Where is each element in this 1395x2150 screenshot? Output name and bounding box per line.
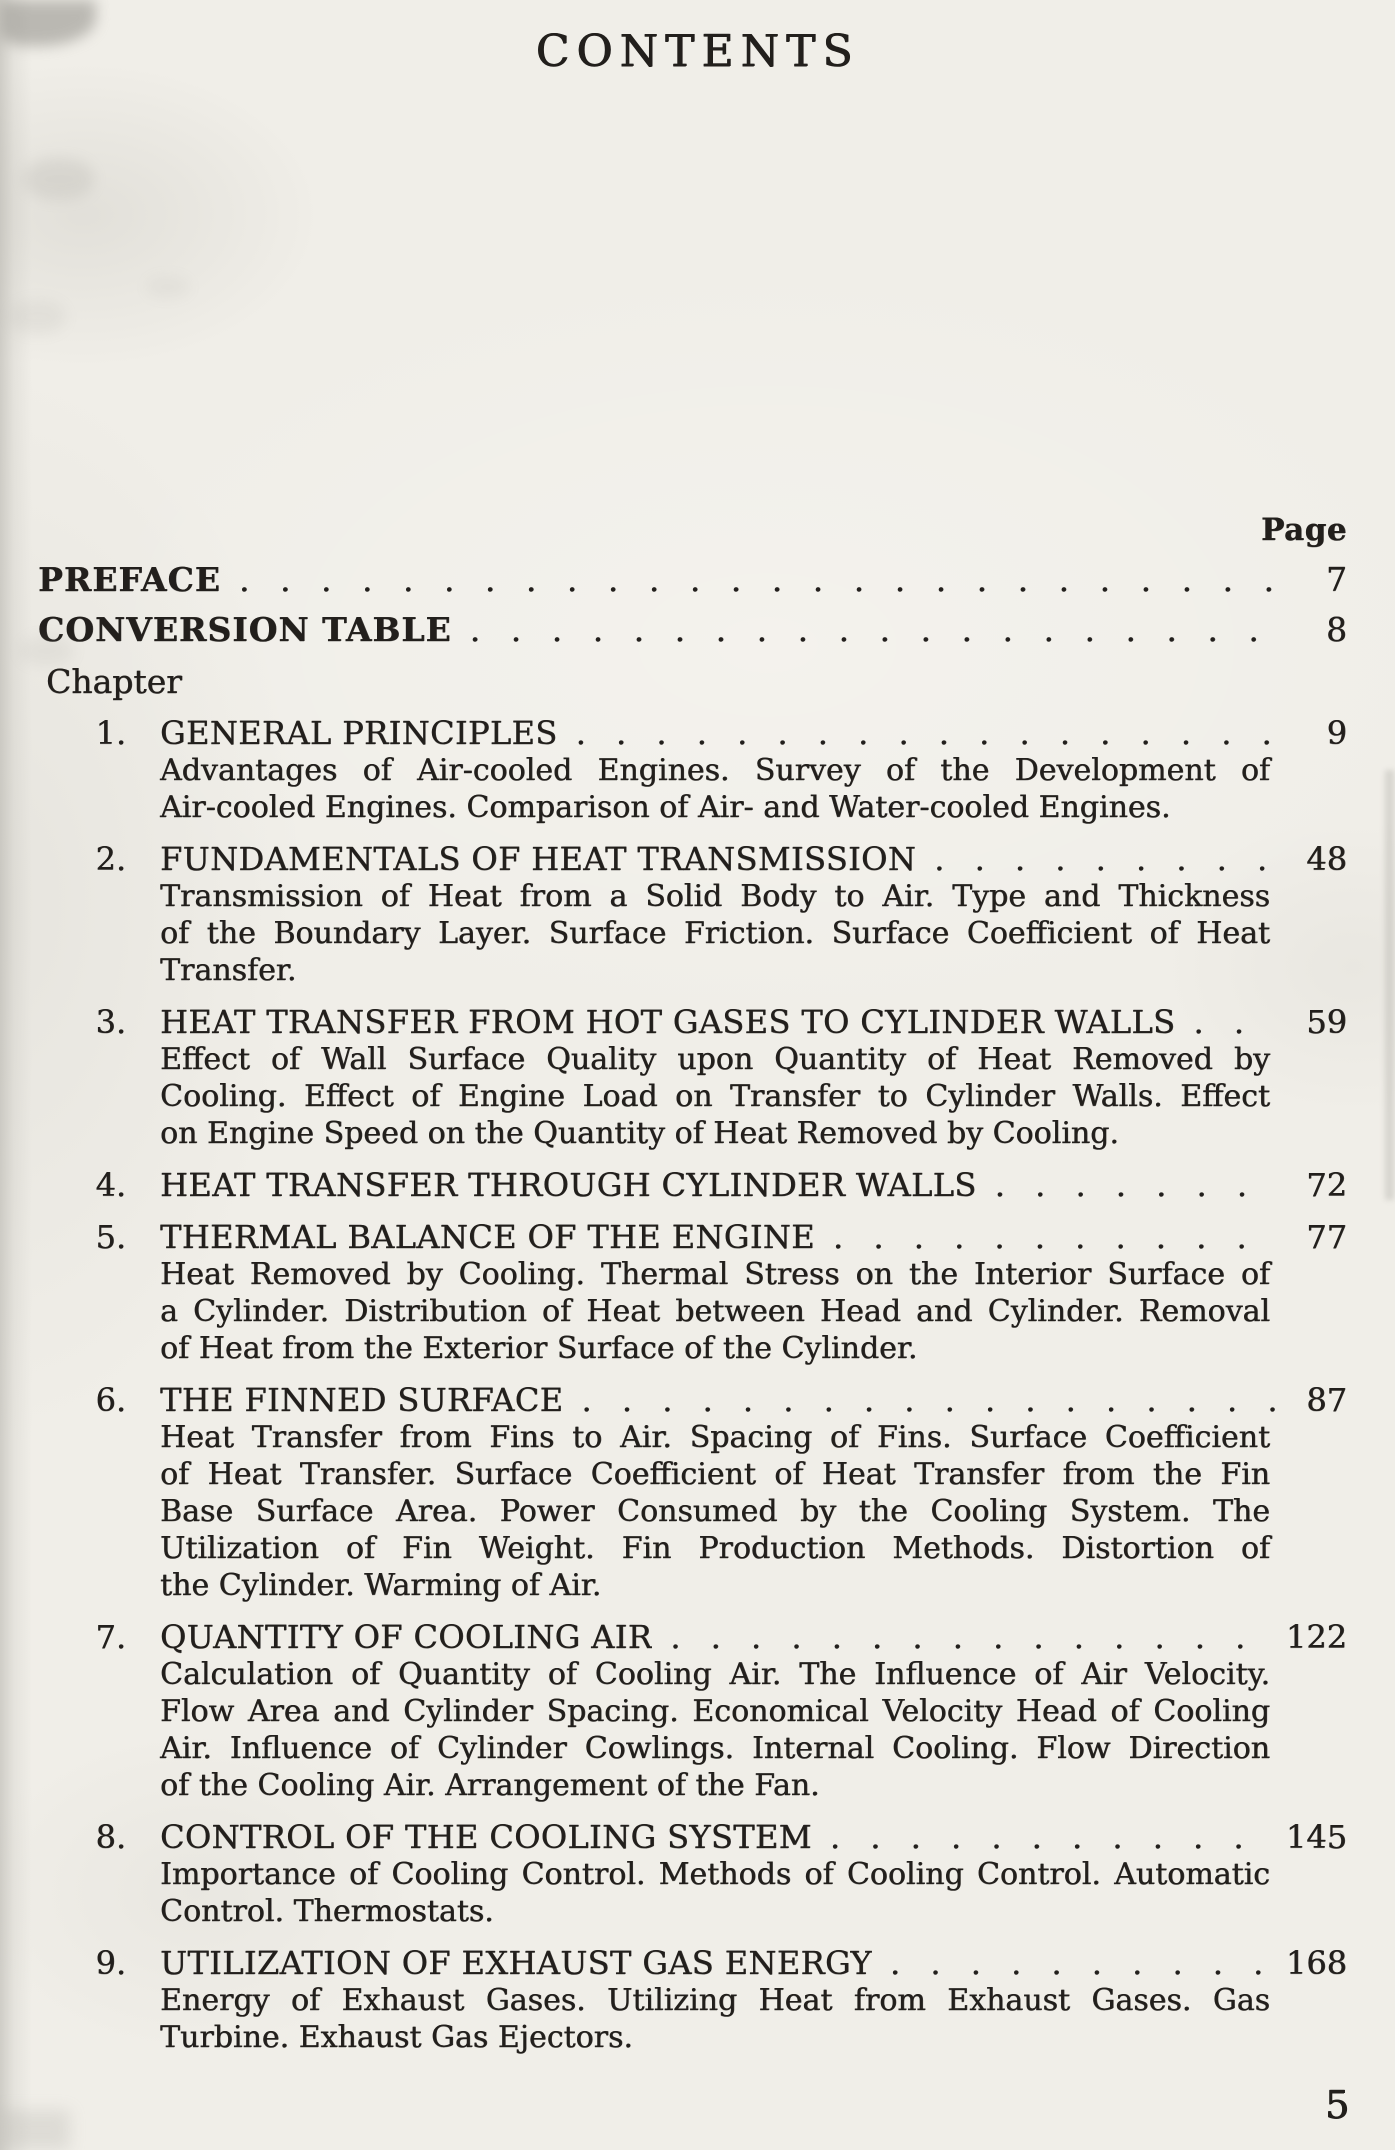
chapter-description [160, 1041, 1270, 1152]
chapter-heading-row [38, 1381, 1347, 1419]
chapter-page-number: 72 [1306, 1166, 1347, 1204]
toc-entry-conversion-table [38, 612, 1347, 648]
chapter-number: 9. [95, 1944, 126, 1982]
toc-entry-preface [38, 562, 1347, 598]
chapter-number: 6. [95, 1381, 126, 1419]
chapter-heading-row [38, 1618, 1347, 1656]
chapter-heading-row [38, 840, 1347, 878]
chapter-description-line: Utilization of Fin Weight. Fin Production Methods. Distortion of [160, 1531, 1270, 1566]
chapter-description-line: a Cylinder. Distribution of Heat between Head and Cylinder. Removal [160, 1294, 1270, 1329]
chapter-description-line: Flow Area and Cylinder Spacing. Economical Velocity Head of Cooling [160, 1694, 1270, 1729]
chapter-description-line: Importance of Cooling Control. Methods of Cooling Control. Automatic [160, 1857, 1270, 1892]
page-column-header: Page [1261, 512, 1347, 548]
chapter-description [160, 1256, 1270, 1367]
toc-chapter-4 [38, 1166, 1347, 1204]
entry-label: PREFACE [38, 560, 221, 599]
chapter-description-line: the Cylinder. Warming of Air. [160, 1568, 602, 1603]
chapter-page-number: 168 [1285, 1944, 1347, 1982]
toc-chapter-8 [38, 1818, 1347, 1930]
chapter-description-line: of Heat from the Exterior Surface of the Cylinder. [160, 1331, 918, 1366]
chapter-title: QUANTITY OF COOLING AIR [160, 1618, 653, 1656]
chapter-description [160, 752, 1270, 826]
dot-leader [239, 562, 1277, 598]
scan-smudge [20, 636, 74, 666]
toc-chapter-3 [38, 1003, 1347, 1152]
scan-streak [1385, 770, 1394, 1200]
chapter-number: 8. [95, 1818, 126, 1856]
chapter-description [160, 1982, 1270, 2056]
chapter-description-line: Transmission of Heat from a Solid Body to Air. Type and Thickness [160, 879, 1270, 914]
chapter-heading-row [38, 1166, 1347, 1204]
chapter-description-line: Calculation of Quantity of Cooling Air. The Influence of Air Velocity. [160, 1657, 1270, 1692]
chapter-section-label: Chapter [46, 662, 182, 701]
chapter-description-line: Transfer. [160, 953, 297, 988]
chapter-description-line: of the Cooling Air. Arrangement of the Fan. [160, 1768, 820, 1803]
chapter-number: 3. [95, 1003, 126, 1041]
dot-leader [890, 1944, 1274, 1982]
scan-smudge [146, 276, 190, 298]
chapter-description-line: of the Boundary Layer. Surface Friction. Surface Coefficient of Heat [160, 916, 1270, 951]
toc-chapter-1 [38, 714, 1347, 826]
page-title: CONTENTS [535, 26, 860, 77]
dot-leader [830, 1818, 1274, 1856]
chapter-description [160, 878, 1270, 989]
chapter-title: HEAT TRANSFER FROM HOT GASES TO CYLINDER WALLS [160, 1003, 1176, 1041]
chapter-title: THERMAL BALANCE OF THE ENGINE [160, 1218, 815, 1256]
dot-leader [995, 1166, 1277, 1204]
chapter-heading-row [38, 714, 1347, 752]
chapter-description-line: Heat Removed by Cooling. Thermal Stress on the Interior Surface of [160, 1257, 1270, 1292]
toc-chapter-5 [38, 1218, 1347, 1367]
chapter-page-number: 9 [1326, 714, 1347, 752]
dot-leader [833, 1218, 1277, 1256]
chapter-number: 1. [95, 714, 126, 752]
folio-page-number: 5 [1324, 2083, 1349, 2127]
chapter-title: THE FINNED SURFACE [160, 1381, 564, 1419]
chapter-heading-row [38, 1218, 1347, 1256]
chapter-page-number: 122 [1285, 1618, 1347, 1656]
scan-smudge [0, 2110, 70, 2150]
chapter-number: 2. [95, 840, 126, 878]
chapter-description-line: Base Surface Area. Power Consumed by the Cooling System. The [160, 1494, 1270, 1529]
chapter-description-line: Heat Transfer from Fins to Air. Spacing of Fins. Surface Coefficient [160, 1420, 1270, 1455]
chapter-description-line: Cooling. Effect of Engine Load on Transfer to Cylinder Walls. Effect [160, 1079, 1270, 1114]
dot-leader [934, 840, 1277, 878]
dot-leader [1193, 1003, 1277, 1041]
table-of-contents [0, 512, 1395, 2056]
chapter-page-number: 145 [1285, 1818, 1347, 1856]
scan-smudge [24, 158, 94, 200]
chapter-page-number: 77 [1306, 1218, 1347, 1256]
chapter-title: HEAT TRANSFER THROUGH CYLINDER WALLS [160, 1166, 977, 1204]
entry-page-number: 7 [1326, 560, 1347, 599]
dot-leader [581, 1381, 1277, 1419]
toc-chapter-6 [38, 1381, 1347, 1604]
toc-chapter-9 [38, 1944, 1347, 2056]
entry-label: CONVERSION TABLE [38, 610, 452, 649]
chapter-description-line: Air. Influence of Cylinder Cowlings. Internal Cooling. Flow Direction [160, 1731, 1270, 1766]
chapter-description [160, 1856, 1270, 1930]
chapter-heading-row [38, 1818, 1347, 1856]
chapter-page-number: 87 [1306, 1381, 1347, 1419]
chapter-page-number: 59 [1306, 1003, 1347, 1041]
chapter-title: UTILIZATION OF EXHAUST GAS ENERGY [160, 1944, 872, 1982]
dot-leader [670, 1618, 1274, 1656]
chapter-description-line: Control. Thermostats. [160, 1894, 494, 1929]
chapter-description-line: Advantages of Air-cooled Engines. Survey of the Development of [160, 753, 1270, 788]
scan-smudge [10, 300, 66, 334]
chapter-description-line: of Heat Transfer. Surface Coefficient of Heat Transfer from the Fin [160, 1457, 1270, 1492]
chapter-heading-row [38, 1944, 1347, 1982]
chapter-title: FUNDAMENTALS OF HEAT TRANSMISSION [160, 840, 917, 878]
chapter-description-line: Effect of Wall Surface Quality upon Quantity of Heat Removed by [160, 1042, 1270, 1077]
toc-chapter-2 [38, 840, 1347, 989]
chapter-description-line: Turbine. Exhaust Gas Ejectors. [160, 2020, 633, 2055]
dot-leader [576, 714, 1277, 752]
chapter-number: 7. [95, 1618, 126, 1656]
chapter-description-line: Air-cooled Engines. Comparison of Air- and Water-cooled Engines. [160, 790, 1171, 825]
chapter-number: 4. [95, 1166, 126, 1204]
chapter-title: CONTROL OF THE COOLING SYSTEM [160, 1818, 812, 1856]
chapter-number: 5. [95, 1218, 126, 1256]
dot-leader [470, 612, 1277, 648]
chapter-description [160, 1656, 1270, 1804]
chapter-title: GENERAL PRINCIPLES [160, 714, 558, 752]
toc-chapter-7 [38, 1618, 1347, 1804]
chapter-description [160, 1419, 1270, 1604]
chapter-description-line: on Engine Speed on the Quantity of Heat Removed by Cooling. [160, 1116, 1119, 1151]
chapter-page-number: 48 [1306, 840, 1347, 878]
entry-page-number: 8 [1326, 610, 1347, 649]
chapter-description-line: Energy of Exhaust Gases. Utilizing Heat from Exhaust Gases. Gas [160, 1983, 1270, 2018]
chapter-heading-row [38, 1003, 1347, 1041]
